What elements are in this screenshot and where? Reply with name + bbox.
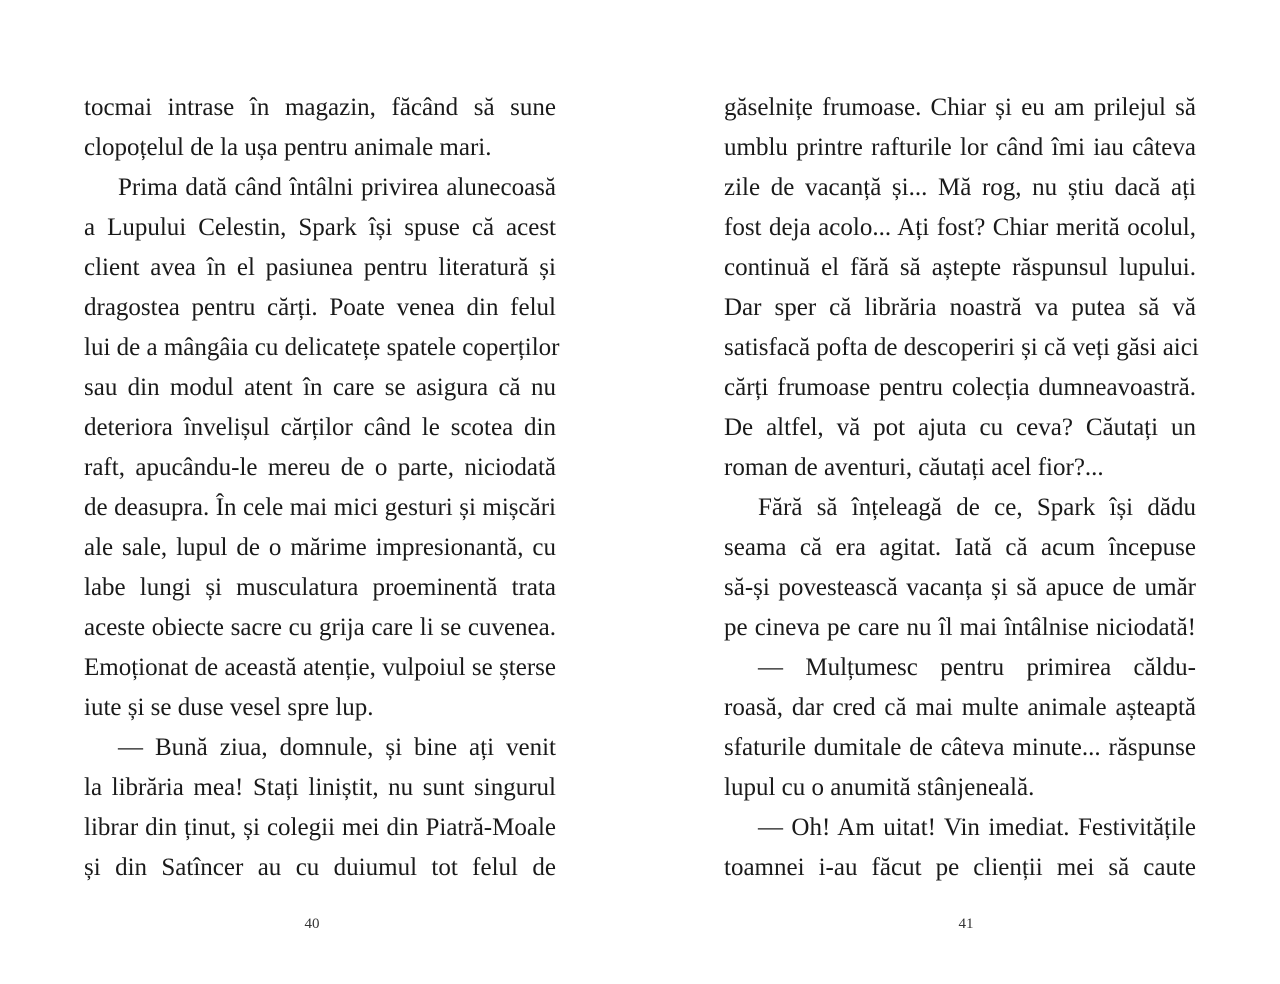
text-line: Emoționat de această atenție, vulpoiul se șterse — [84, 654, 556, 681]
page-number-right: 41 — [958, 916, 974, 932]
text-line: — Mulțumesc pentru primirea căldu- — [758, 654, 1196, 681]
text-line: clopoțelul de la ușa pentru animale mari. — [84, 134, 492, 161]
text-line: tocmai intrase în magazin, făcând să sune — [84, 94, 556, 121]
text-line: raft, apucându-le mereu de o parte, niciodată — [84, 454, 556, 481]
text-line: roasă, dar cred că mai multe animale așteaptă — [724, 694, 1196, 721]
text-line: toamnei i-au făcut pe clienții mei să caute — [724, 854, 1196, 881]
text-line: aceste obiecte sacre cu grija care li se cuvenea. — [84, 614, 556, 641]
text-line: a Lupului Celestin, Spark își spuse că acest — [84, 214, 556, 241]
text-line: zile de vacanță și... Mă rog, nu știu dacă ați — [724, 174, 1196, 201]
text-line: Dar sper că librăria noastră va putea să vă — [724, 294, 1196, 321]
text-line: — Oh! Am uitat! Vin imediat. Festivitățile — [758, 814, 1196, 841]
left-page-text — [84, 88, 560, 888]
text-line: fost deja acolo... Ați fost? Chiar merită ocolul, — [724, 214, 1196, 241]
text-line: — Bună ziua, domnule, și bine ați venit — [118, 734, 556, 761]
text-line: satisfacă pofta de descoperiri și că veți găsi aici — [724, 334, 1199, 361]
right-page-text — [724, 88, 1199, 888]
text-line: găselnițe frumoase. Chiar și eu am prilejul să — [724, 94, 1196, 121]
page-number-left: 40 — [304, 916, 320, 932]
text-line: De altfel, vă pot ajuta cu ceva? Căutați un — [724, 414, 1196, 441]
text-line: și din Satîncer au cu duiumul tot felul de — [84, 854, 556, 881]
text-line: labe lungi și musculatura proeminentă trata — [84, 574, 556, 601]
text-line: seama că era agitat. Iată că acum începuse — [724, 534, 1196, 561]
text-line: cărți frumoase pentru colecția dumneavoastră. — [724, 374, 1196, 401]
text-line: lupul cu o anumită stânjeneală. — [724, 774, 1035, 801]
text-line: Prima dată când întâlni privirea alunecoasă — [118, 174, 556, 201]
text-line: să-și povestească vacanța și să apuce de umăr — [724, 574, 1196, 601]
text-line: de deasupra. În cele mai mici gesturi și mișcări — [84, 494, 556, 521]
text-line: Fără să înțeleagă de ce, Spark își dădu — [758, 494, 1196, 521]
text-line: pe cineva pe care nu îl mai întâlnise niciodată! — [724, 614, 1196, 641]
text-line: client avea în el pasiunea pentru literatură și — [84, 254, 556, 281]
text-line: librar din ținut, și colegii mei din Piatră-Moale — [84, 814, 556, 841]
text-line: continuă el fără să aștepte răspunsul lupului. — [724, 254, 1196, 281]
text-line: sau din modul atent în care se asigura că nu — [84, 374, 556, 401]
text-line: lui de a mângâia cu delicatețe spatele coperților — [84, 334, 560, 361]
text-line: dragostea pentru cărți. Poate venea din felul — [84, 294, 556, 321]
text-line: ale sale, lupul de o mărime impresionantă, cu — [84, 534, 556, 561]
text-line: deteriora învelișul cărților când le scotea din — [84, 414, 556, 441]
text-line: sfaturile dumitale de câteva minute... răspunse — [724, 734, 1196, 761]
text-line: roman de aventuri, căutați acel fior?... — [724, 454, 1104, 481]
text-line: umblu printre rafturile lor când îmi iau câteva — [724, 134, 1196, 161]
text-line: la librăria mea! Stați liniștit, nu sunt singurul — [84, 774, 556, 801]
text-line: iute și se duse vesel spre lup. — [84, 694, 374, 721]
